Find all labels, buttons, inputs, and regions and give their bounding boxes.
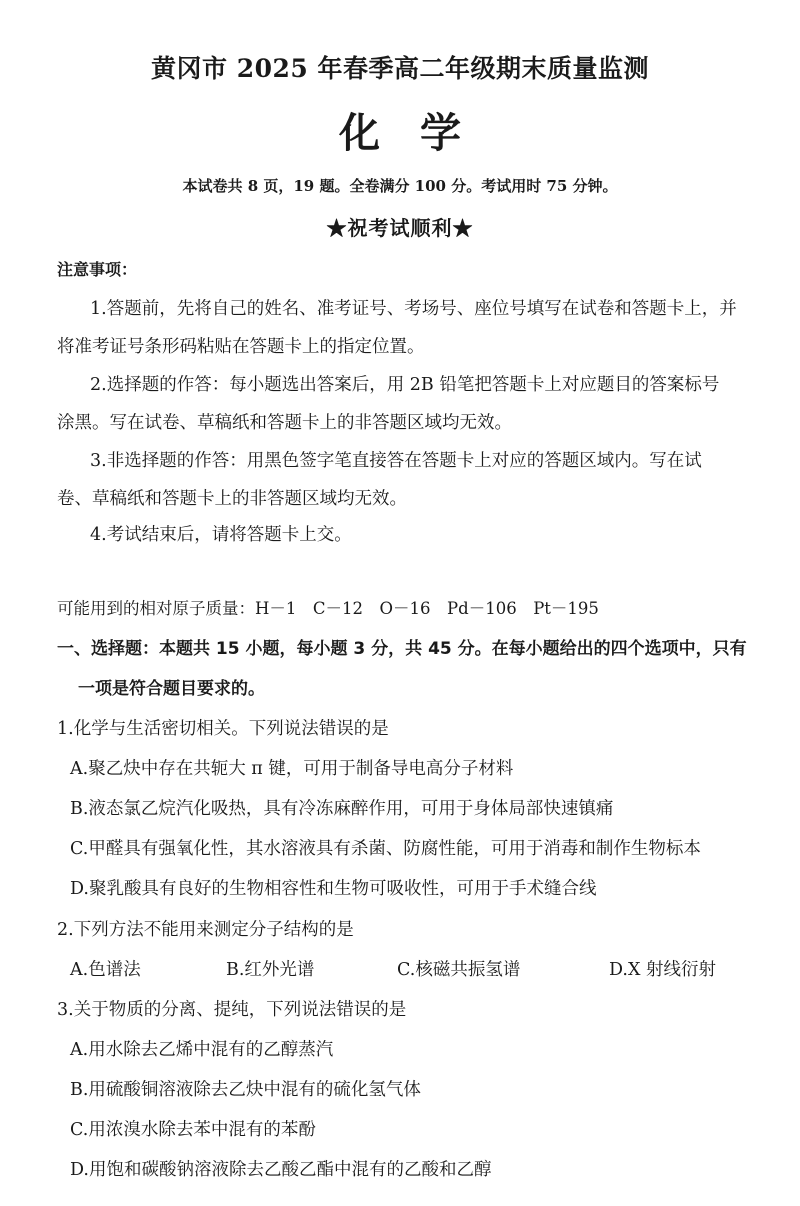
question-1-option-b: B.液态氯乙烷汽化吸热，具有冷冻麻醉作用，可用于身体局部快速镇痛 [70,799,614,819]
notice-item-1: 1.答题前，先将自己的姓名、准考证号、考场号、座位号填写在试卷和答题卡上，并 [90,299,737,319]
question-1-option-c: C.甲醛具有强氧化性，其水溶液具有杀菌、防腐性能，可用于消毒和制作生物标本 [70,839,701,859]
notice-heading: 注意事项： [57,260,138,279]
question-3-option-a: A.用水除去乙烯中混有的乙醇蒸汽 [70,1040,334,1060]
question-2-option-c: C.核磁共振氢谱 [397,960,521,980]
notice-item-3-cont: 卷、草稿纸和答题卡上的非答题区域均无效。 [57,489,407,509]
question-2-option-a: A.色谱法 [70,960,141,980]
notice-item-2-cont: 涂黑。写在试卷、草稿纸和答题卡上的非答题区域均无效。 [57,413,512,433]
section-heading-cont: 一项是符合题目要求的。 [78,679,265,699]
question-2-option-b: B.红外光谱 [226,960,315,980]
notice-item-1-cont: 将准考证号条形码粘贴在答题卡上的指定位置。 [57,337,425,357]
question-2-stem: 2.下列方法不能用来测定分子结构的是 [57,920,354,940]
good-luck-banner: ★祝考试顺利★ [326,216,474,240]
question-3-stem: 3.关于物质的分离、提纯，下列说法错误的是 [57,1000,407,1020]
exam-info: 本试卷共 8 页，19 题。全卷满分 100 分。考试用时 75 分钟。 [182,177,618,195]
question-3-option-d: D.用饱和碳酸钠溶液除去乙酸乙酯中混有的乙酸和乙醇 [70,1160,492,1180]
section-heading: 一、选择题：本题共 15 小题，每小题 3 分，共 45 分。在每小题给出的四个选项中，只有 [57,639,747,659]
question-3-option-b: B.用硫酸铜溶液除去乙炔中混有的硫化氢气体 [70,1080,421,1100]
notice-item-4: 4.考试结束后，请将答题卡上交。 [90,525,352,545]
subject-title: 化学 [339,109,501,157]
notice-item-3: 3.非选择题的作答：用黑色签字笔直接答在答题卡上对应的答题区域内。写在试 [90,451,702,471]
question-1-stem: 1.化学与生活密切相关。下列说法错误的是 [57,719,389,739]
question-2-option-d: D.X 射线衍射 [609,960,716,980]
exam-title: 黄冈市 2025 年春季高二年级期末质量监测 [151,54,649,83]
question-3-option-c: C.用浓溴水除去苯中混有的苯酚 [70,1120,316,1140]
notice-item-2: 2.选择题的作答：每小题选出答案后，用 2B 铅笔把答题卡上对应题目的答案标号 [90,375,720,395]
atomic-masses: 可能用到的相对原子质量：H－1 C－12 O－16 Pd－106 Pt－195 [57,599,599,618]
question-1-option-d: D.聚乳酸具有良好的生物相容性和生物可吸收性，可用于手术缝合线 [70,879,597,899]
question-1-option-a: A.聚乙炔中存在共轭大 π 键，可用于制备导电高分子材料 [70,759,514,779]
